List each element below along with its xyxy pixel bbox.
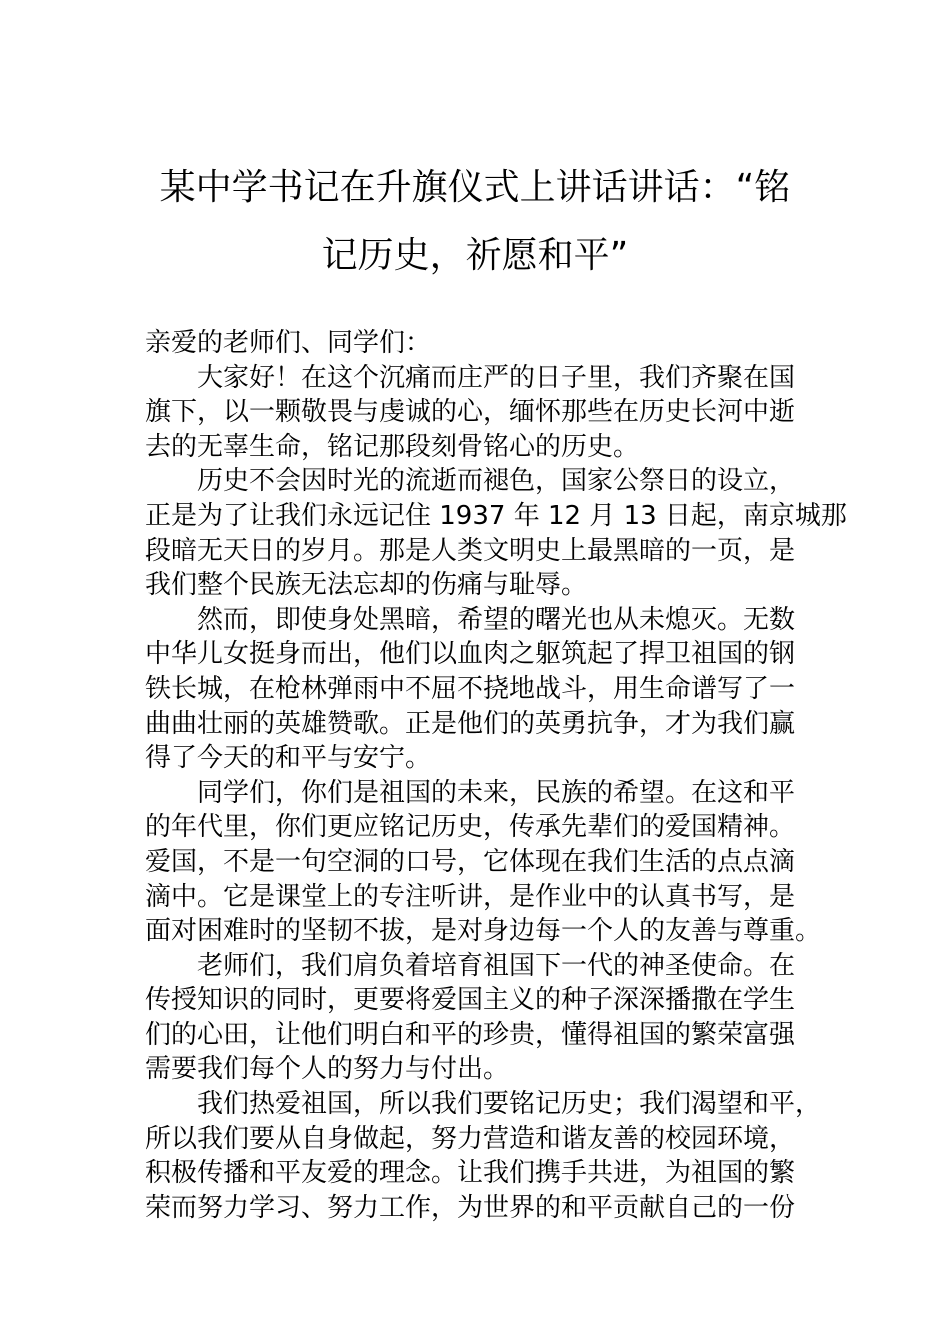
text-line: 曲曲壮丽的英雄赞歌。正是他们的英勇抗争，才为我们赢 bbox=[145, 708, 796, 739]
text-line: 们的心田，让他们明白和平的珍贵，懂得祖国的繁荣富强 bbox=[145, 1019, 796, 1050]
text-line: 荣而努力学习、努力工作，为世界的和平贡献自己的一份 bbox=[145, 1192, 796, 1223]
text-line: 然而，即使身处黑暗，希望的曙光也从未熄灭。无数 bbox=[197, 604, 796, 635]
text-line: 历史不会因时光的流逝而褪色，国家公祭日的设立， bbox=[197, 466, 796, 497]
text-line: 的年代里，你们更应铭记历史，传承先辈们的爱国精神。 bbox=[145, 812, 796, 843]
text-line: 需要我们每个人的努力与付出。 bbox=[145, 1054, 510, 1085]
text-line: 传授知识的同时，更要将爱国主义的种子深深播撒在学生 bbox=[145, 985, 796, 1016]
document-title-line-2: 记历史，祈愿和平” bbox=[321, 235, 629, 276]
speech-body bbox=[145, 326, 847, 1225]
text-line: 滴中。它是课堂上的专注听讲，是作业中的认真书写，是 bbox=[145, 881, 796, 912]
text-line: 去的无辜生命，铭记那段刻骨铭心的历史。 bbox=[145, 431, 640, 462]
text-line: 积极传播和平友爱的理念。让我们携手共进，为祖国的繁 bbox=[145, 1158, 796, 1189]
text-line: 正是为了让我们永远记住 1937 年 12 月 13 日起，南京城那 bbox=[145, 500, 847, 531]
text-line: 爱国，不是一句空洞的口号，它体现在我们生活的点点滴 bbox=[145, 846, 796, 877]
text-line: 得了今天的和平与安宁。 bbox=[145, 743, 432, 774]
document-title-line-1: 某中学书记在升旗仪式上讲话讲话：“铭 bbox=[159, 167, 791, 208]
text-line: 大家好！在这个沉痛而庄严的日子里，我们齐聚在国 bbox=[197, 362, 796, 393]
text-line: 铁长城，在枪林弹雨中不屈不挠地战斗，用生命谱写了一 bbox=[145, 673, 796, 704]
text-line: 亲爱的老师们、同学们： bbox=[145, 328, 432, 358]
text-line: 所以我们要从自身做起，努力营造和谐友善的校园环境， bbox=[145, 1123, 796, 1154]
text-line: 同学们，你们是祖国的未来，民族的希望。在这和平 bbox=[197, 777, 796, 808]
text-line: 我们整个民族无法忘却的伤痛与耻辱。 bbox=[145, 570, 588, 601]
text-line: 中华儿女挺身而出，他们以血肉之躯筑起了捍卫祖国的钢 bbox=[145, 639, 796, 670]
text-line: 老师们，我们肩负着培育祖国下一代的神圣使命。在 bbox=[197, 950, 796, 981]
text-line: 面对困难时的坚韧不拔，是对身边每一个人的友善与尊重。 bbox=[145, 916, 822, 947]
text-line: 旗下，以一颗敬畏与虔诚的心，缅怀那些在历史长河中逝 bbox=[145, 397, 796, 428]
text-line: 段暗无天日的岁月。那是人类文明史上最黑暗的一页，是 bbox=[145, 535, 796, 566]
text-line: 我们热爱祖国，所以我们要铭记历史；我们渴望和平， bbox=[197, 1089, 822, 1120]
